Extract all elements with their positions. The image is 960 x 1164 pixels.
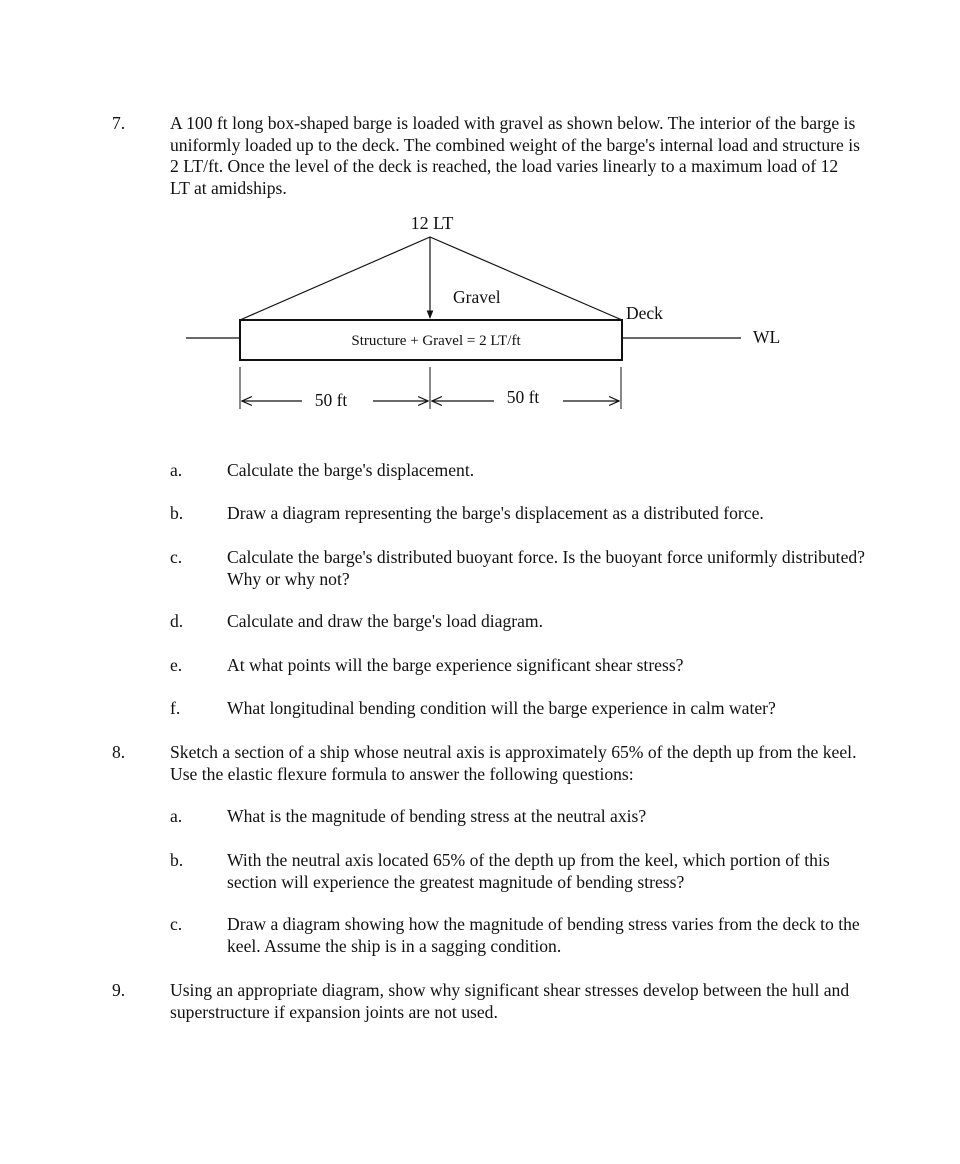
- waterline-label: WL: [753, 327, 781, 347]
- q7-part-d-text: Calculate and draw the barge's load diagram.: [227, 611, 543, 631]
- question-9-number: 9.: [112, 980, 126, 1000]
- q8-part-a-letter: a.: [170, 806, 183, 826]
- question-9-text: Using an appropriate diagram, show why significant shear stresses develop between the hull and superstructure if expansion joints are not used.: [170, 980, 850, 1022]
- q8-part-a-text: What is the magnitude of bending stress at the neutral axis?: [227, 806, 647, 826]
- q8-part-c-text: Draw a diagram showing how the magnitude of bending stress varies from the deck to the keel. Assume the ship is in a sagging condition.: [227, 914, 860, 956]
- q7-part-b-text: Draw a diagram representing the barge's displacement as a distributed force.: [227, 503, 764, 523]
- q8-part-b-text: With the neutral axis located 65% of the depth up from the keel, which portion of this section will experience the greatest magnitude of bending stress?: [227, 850, 830, 892]
- deck-label: Deck: [626, 303, 663, 323]
- q7-part-e-text: At what points will the barge experience significant shear stress?: [227, 655, 684, 675]
- gravel-load-triangle: [240, 237, 622, 320]
- barge-diagram: [0, 0, 960, 440]
- q7-part-c-text: Calculate the barge's distributed buoyant force. Is the buoyant force uniformly distributed? Why or why not?: [227, 547, 865, 589]
- question-7-text: A 100 ft long box-shaped barge is loaded with gravel as shown below. The interior of the barge is uniformly loaded up to the deck. The combined weight of the barge's internal load and structure is 2 LT/ft. Once the level of the deck is reached, the load varies linearly to a maximum load of 12 LT at amidships.: [170, 113, 860, 198]
- dimension-right-label: 50 ft: [506, 387, 540, 407]
- q7-part-a-text: Calculate the barge's displacement.: [227, 460, 475, 480]
- question-8-text: Sketch a section of a ship whose neutral axis is approximately 65% of the depth up from the keel. Use the elastic flexure formula to answer the following questions:: [170, 742, 857, 784]
- q7-part-f-text: What longitudinal bending condition will the barge experience in calm water?: [227, 698, 776, 718]
- q7-part-d-letter: d.: [170, 611, 184, 631]
- question-7-number: 7.: [112, 113, 126, 133]
- q8-part-c-letter: c.: [170, 914, 183, 934]
- q8-part-b-letter: b.: [170, 850, 184, 870]
- q7-part-b-letter: b.: [170, 503, 184, 523]
- dimension-left-label: 50 ft: [314, 390, 348, 410]
- q7-part-e-letter: e.: [170, 655, 183, 675]
- question-8-number: 8.: [112, 742, 126, 762]
- barge-box-label: Structure + Gravel = 2 LT/ft: [351, 333, 521, 349]
- q7-part-f-letter: f.: [170, 698, 181, 718]
- gravel-label: Gravel: [453, 287, 501, 307]
- q7-part-a-letter: a.: [170, 460, 183, 480]
- peak-load-label: 12 LT: [410, 213, 454, 233]
- q7-part-c-letter: c.: [170, 547, 183, 567]
